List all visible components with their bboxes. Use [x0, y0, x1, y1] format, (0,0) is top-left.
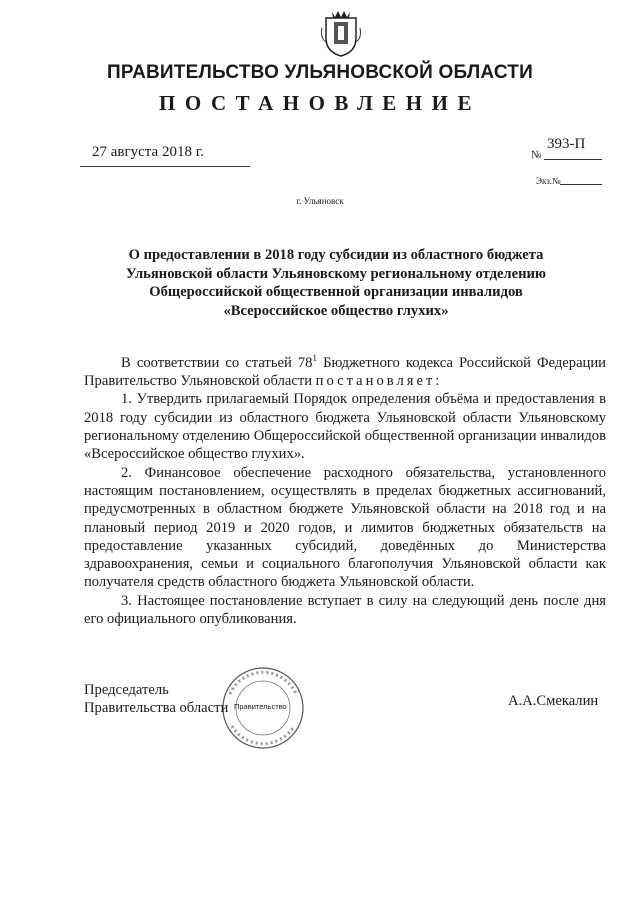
item-paragraph: 3. Настоящее постановление вступает в силу на следующий день после дня его официального опубликования. [84, 592, 606, 628]
item-paragraph: 2. Финансовое обеспечение расходного обязательства, установленного настоящим постановлением, осуществлять в пределах бюджетных ассигнований, предусмотренных в областном бюджете Ульяновской области на 2018 год и на плановый период 2019 и 2020 годов, и лимитов бюджетных обязательств на предоставление указанных субсидий, доведённых до Министерства здравоохранения, семьи и социального благополучия Ульяновской области как получателя средств областного бюджета Ульяновской области. [84, 464, 606, 591]
position-line: Правительства области [84, 700, 229, 717]
preamble-text-cont: Бюджетного кодекса Российской Федерации Правительство Ульяновской области [84, 354, 606, 390]
preamble-text: В соответствии со статьей 78 [121, 354, 313, 371]
subject-line: О предоставлении в 2018 году субсидии из областного бюджета [128, 247, 544, 263]
signatory-name: А.А.Смекалин [508, 693, 599, 709]
signatory-position [84, 681, 228, 718]
document-type-title: ПОСТАНОВЛЕНИЕ [159, 91, 481, 115]
position-line: Председатель [84, 682, 169, 698]
seal-text: Правительство [234, 702, 287, 711]
preamble-paragraph [84, 349, 606, 390]
subject-line: Ульяновской области Ульяновскому региональному отделению [125, 265, 547, 282]
item-paragraph: 1. Утвердить прилагаемый Порядок определения объёма и предоставления в 2018 году субсидии из областного бюджета Ульяновской области Ульяновскому региональному отделению Общероссийской общественной организации инвалидов «Всероссийское общество глухих». [84, 391, 606, 463]
decree-number: 393-П [547, 136, 586, 152]
article-superscript: 1 [312, 353, 317, 363]
date-underline [80, 166, 250, 167]
decree-verb: постановляет: [315, 373, 443, 390]
subject-line: Общероссийской общественной организации инвалидов [149, 284, 523, 301]
number-underline [544, 159, 602, 160]
decree-body [84, 349, 606, 628]
city: г. Ульяновск [296, 196, 344, 206]
government-title: ПРАВИТЕЛЬСТВО УЛЬЯНОВСКОЙ ОБЛАСТИ [107, 62, 533, 83]
decree-subject [100, 246, 572, 320]
decree-number-label: № [531, 149, 542, 161]
coat-of-arms-icon [318, 8, 364, 58]
subject-line: «Всероссийское общество глухих» [223, 302, 449, 319]
copy-number-label: Экз.№ [536, 176, 561, 186]
decree-date: 27 августа 2018 г. [92, 144, 204, 160]
copy-number-underline [560, 184, 602, 185]
